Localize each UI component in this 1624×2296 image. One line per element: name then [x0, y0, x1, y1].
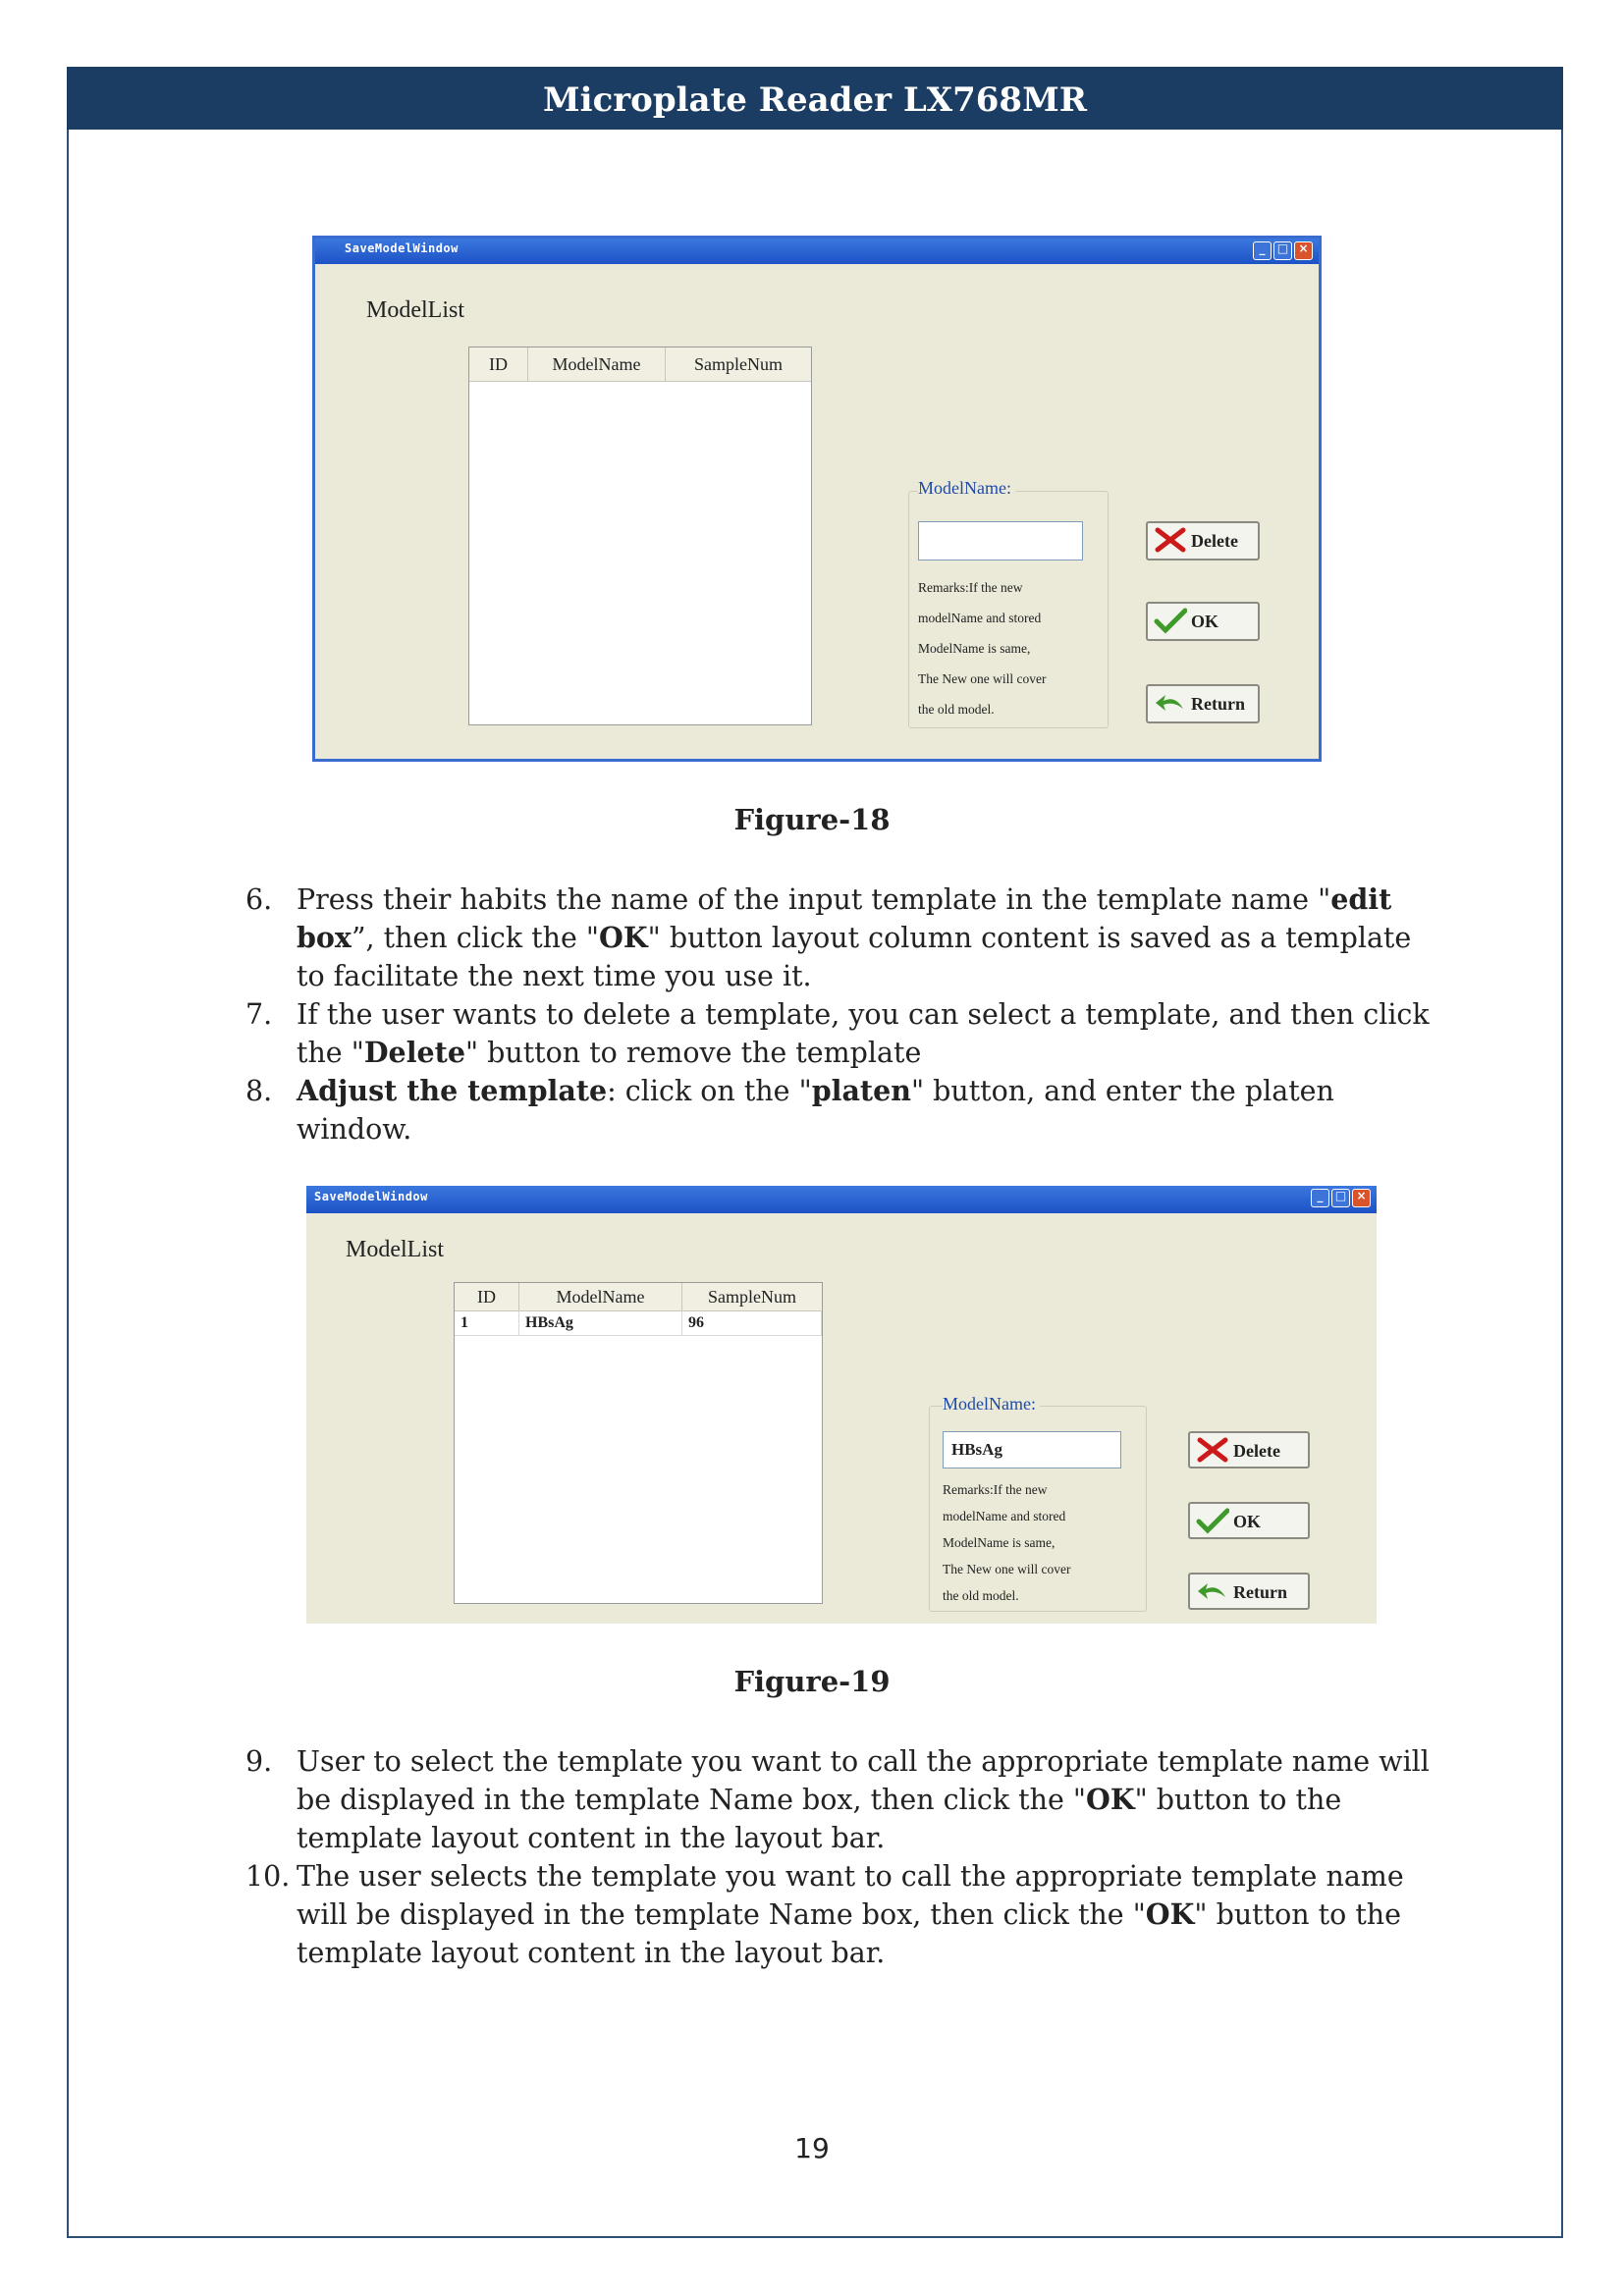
- body-text: " button to the template layout content in the layout bar.: [297, 1898, 1401, 1969]
- steps-list: [245, 1742, 1434, 1972]
- model-list-table[interactable]: [454, 1282, 823, 1604]
- cell-model-name: HBsAg: [519, 1310, 682, 1336]
- table-header: [455, 1283, 822, 1311]
- remarks-line: The New one will cover: [943, 1562, 1071, 1576]
- remarks-line: modelName and stored: [943, 1509, 1066, 1523]
- window-titlebar: [306, 1186, 1377, 1213]
- list-number: 6.: [245, 883, 273, 916]
- model-list-table[interactable]: [468, 347, 812, 725]
- emphasis-text: platen: [811, 1074, 911, 1107]
- model-name-label: ModelName:: [943, 1394, 1040, 1415]
- body-text: Press their habits the name of the input template in the template name ": [297, 883, 1331, 916]
- delete-button[interactable]: Delete: [1146, 521, 1260, 561]
- list-number: 7.: [245, 998, 273, 1031]
- figure-caption: Figure-18: [733, 803, 891, 836]
- cell-id: 1: [455, 1310, 519, 1336]
- list-item: [245, 1072, 1434, 1148]
- list-number: 10.: [245, 1860, 291, 1893]
- emphasis-text: OK: [599, 921, 648, 954]
- close-icon[interactable]: ×: [1352, 1189, 1371, 1207]
- remarks-line: ModelName is same,: [943, 1535, 1056, 1550]
- body-text: : click on the ": [607, 1075, 812, 1107]
- column-header-model-name[interactable]: ModelName: [528, 347, 666, 381]
- body-text: " button layout column content is saved as a template to facilitate the next time you use it.: [297, 922, 1412, 992]
- return-arrow-icon: [1154, 689, 1187, 717]
- remarks-line: the old model.: [943, 1588, 1019, 1603]
- remarks-line: the old model.: [918, 702, 995, 717]
- ok-button[interactable]: OK: [1146, 602, 1260, 641]
- steps-list: [245, 881, 1434, 1148]
- model-name-label: ModelName:: [918, 478, 1015, 499]
- remarks-line: ModelName is same,: [918, 641, 1031, 656]
- remarks-line: modelName and stored: [918, 611, 1042, 625]
- model-list-title: ModelList: [366, 297, 464, 323]
- page-number: 19: [794, 2132, 830, 2164]
- model-name-input[interactable]: HBsAg: [943, 1431, 1121, 1468]
- list-item: [245, 881, 1434, 995]
- emphasis-text: OK: [1145, 1897, 1195, 1931]
- body-text: The user selects the template you want to call the appropriate template name will be displayed in the template Name box, then click the ": [297, 1860, 1404, 1931]
- return-arrow-icon: [1196, 1577, 1229, 1605]
- remarks-line: The New one will cover: [918, 671, 1047, 686]
- remarks-text: [918, 572, 1046, 724]
- maximize-icon[interactable]: □: [1273, 241, 1292, 260]
- column-header-sample-num[interactable]: SampleNum: [708, 1287, 796, 1307]
- column-header-id[interactable]: ID: [469, 347, 528, 381]
- body-text: " button, and enter the platen window.: [297, 1075, 1334, 1146]
- model-name-input[interactable]: [918, 521, 1083, 561]
- save-model-window-empty: [312, 236, 1322, 762]
- remarks-line: Remarks:If the new: [918, 580, 1023, 595]
- checkmark-icon: [1196, 1507, 1229, 1534]
- minimize-icon[interactable]: _: [1311, 1189, 1329, 1207]
- red-x-icon: [1154, 526, 1187, 554]
- column-header-id[interactable]: ID: [455, 1283, 519, 1310]
- cell-sample-num: 96: [682, 1310, 822, 1336]
- close-icon[interactable]: ×: [1294, 241, 1313, 260]
- table-header: [469, 347, 811, 382]
- column-header-sample-num[interactable]: SampleNum: [694, 354, 783, 374]
- ok-button[interactable]: OK: [1188, 1502, 1310, 1539]
- list-number: 9.: [245, 1745, 273, 1778]
- maximize-icon[interactable]: □: [1331, 1189, 1350, 1207]
- return-button[interactable]: Return: [1146, 684, 1260, 723]
- checkmark-icon: [1154, 607, 1187, 634]
- window-title: SaveModelWindow: [345, 241, 459, 255]
- delete-button[interactable]: Delete: [1188, 1431, 1310, 1468]
- remarks-line: Remarks:If the new: [943, 1482, 1048, 1497]
- window-titlebar: [315, 239, 1319, 264]
- list-number: 8.: [245, 1075, 273, 1107]
- emphasis-text: OK: [1086, 1783, 1135, 1816]
- window-controls: [1251, 241, 1313, 261]
- red-x-icon: [1196, 1436, 1229, 1464]
- list-item: [245, 1857, 1434, 1972]
- body-text: If the user wants to delete a template, you can select a template, and then click the ": [297, 998, 1430, 1069]
- emphasis-text: Adjust the template: [297, 1074, 608, 1107]
- model-list-title: ModelList: [346, 1237, 444, 1262]
- body-text: " button to remove the template: [464, 1037, 922, 1069]
- window-controls: [1309, 1189, 1371, 1208]
- body-text: " button to the template layout content in the layout bar.: [297, 1784, 1342, 1854]
- list-item: [245, 995, 1434, 1072]
- column-header-model-name[interactable]: ModelName: [519, 1283, 682, 1310]
- minimize-icon[interactable]: _: [1253, 241, 1272, 260]
- body-text: User to select the template you want to call the appropriate template name will be displayed in the template Name box, then click the ": [297, 1745, 1430, 1816]
- table-row[interactable]: [455, 1310, 822, 1336]
- body-text: ”, then click the ": [351, 922, 600, 954]
- emphasis-text: edit box: [297, 882, 1392, 954]
- window-title: SaveModelWindow: [314, 1190, 428, 1203]
- page-header: Microplate Reader LX768MR: [67, 67, 1563, 130]
- remarks-text: [943, 1476, 1070, 1609]
- return-button[interactable]: Return: [1188, 1573, 1310, 1610]
- save-model-window-filled: [306, 1186, 1377, 1624]
- emphasis-text: Delete: [363, 1036, 465, 1069]
- list-item: [245, 1742, 1434, 1857]
- figure-caption: Figure-19: [733, 1665, 891, 1698]
